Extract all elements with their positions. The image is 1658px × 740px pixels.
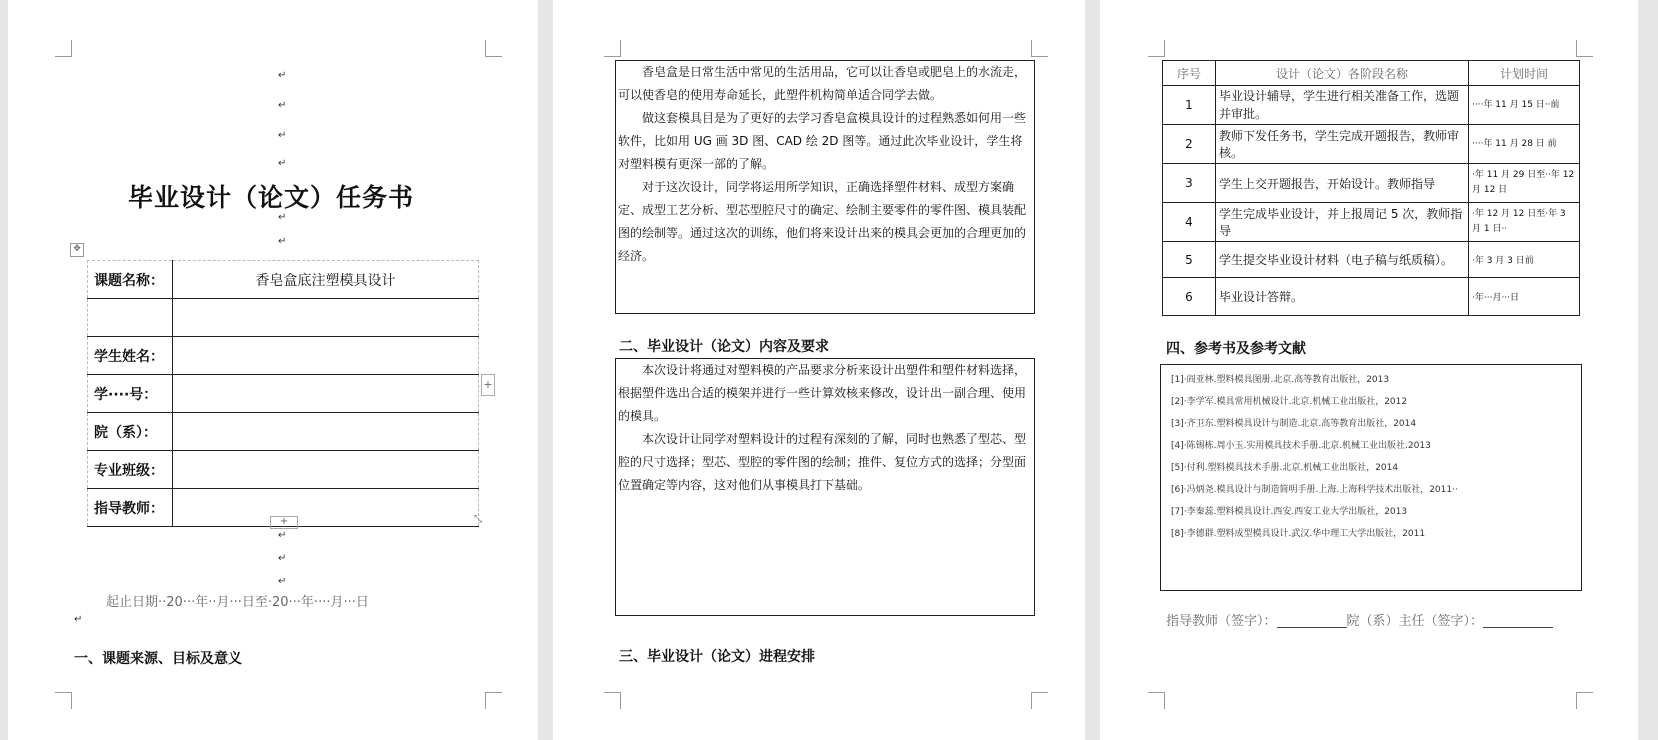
- cell-stage: 学生提交毕业设计材料（电子稿与纸质稿）。: [1216, 242, 1469, 278]
- crop-mark: [1576, 692, 1593, 709]
- row-label: [88, 299, 173, 337]
- document-page-1: [8, 0, 538, 740]
- paragraph-mark: ↵: [278, 158, 287, 169]
- cell-time: ·年 12 月 12 日至·年 3 月 1 日··: [1469, 203, 1580, 242]
- student-info-table: [87, 260, 479, 527]
- paragraph-mark: ↵: [278, 212, 287, 223]
- crop-mark: [1148, 692, 1165, 709]
- reference-item: [1]·阎亚林.塑料模具图册.北京.高等教育出版社，2013: [1171, 375, 1390, 385]
- row-value[interactable]: [173, 375, 479, 413]
- crop-mark: [485, 40, 502, 57]
- dean-signature-label: 院（系）主任（签字）：: [1346, 614, 1484, 629]
- cell-time: ····年 11 月 15 日··前: [1469, 86, 1580, 125]
- row-value[interactable]: 香皂盒底注塑模具设计: [173, 261, 479, 299]
- paragraph-mark: ↵: [278, 576, 287, 587]
- header-cell: 设计（论文）各阶段名称: [1216, 61, 1469, 86]
- table-header-row: [1163, 61, 1580, 86]
- crop-mark: [1031, 692, 1048, 709]
- table-row: [88, 337, 479, 375]
- table-move-handle-icon[interactable]: ✥: [70, 243, 84, 257]
- cell-time: ····年 11 月 28 日 前: [1469, 125, 1580, 164]
- crop-mark: [1576, 40, 1593, 57]
- cell-no: 1: [1163, 86, 1216, 125]
- paragraph-mark: ↵: [278, 236, 287, 247]
- paragraph: 本次设计将通过对塑料模的产品要求分析来设计出塑件和塑件材料选择，根据塑件选出合适的模架并进行一些计算效核来修改，设计出一副合理、使用的模具。: [618, 363, 1027, 423]
- crop-mark: [1148, 40, 1165, 57]
- cell-no: 3: [1163, 164, 1216, 203]
- reference-item: [7]·李秦蕊.塑料模具设计.西安.西安工业大学出版社，2013: [1171, 507, 1408, 517]
- purpose-text-box: [615, 60, 1035, 314]
- reference-item: [3]·齐卫东.塑料模具设计与制造.北京.高等教育出版社，2014: [1171, 419, 1417, 429]
- cell-no: 5: [1163, 242, 1216, 278]
- table-row: [88, 375, 479, 413]
- dean-signature-field[interactable]: [1483, 615, 1553, 628]
- reference-item: [6]·冯炳尧.模具设计与制造简明手册.上海.上海科学技术出版社，2011··: [1171, 485, 1458, 495]
- table-row: [1163, 242, 1580, 278]
- teacher-signature-field[interactable]: [1277, 615, 1347, 628]
- section-heading-2: 二、毕业设计（论文）内容及要求: [619, 339, 829, 355]
- cell-stage: 毕业设计辅导，学生进行相关准备工作，选题并审批。: [1216, 86, 1469, 125]
- cell-time: ·年 11 月 29 日至··年 12 月 12 日: [1469, 164, 1580, 203]
- reference-item: [2]·李学军.模具常用机械设计.北京.机械工业出版社，2012: [1171, 397, 1408, 407]
- crop-mark: [604, 40, 621, 57]
- crop-mark: [485, 692, 502, 709]
- crop-mark: [55, 40, 72, 57]
- table-row: [1163, 125, 1580, 164]
- cell-stage: 毕业设计答辩。: [1216, 278, 1469, 316]
- table-row: [1163, 203, 1580, 242]
- row-value[interactable]: [173, 299, 479, 337]
- date-range-line: 起止日期··20···年··月···日至·20···年····月···日: [106, 595, 369, 610]
- document-page-3: [1100, 0, 1638, 740]
- row-label: 指导教师：: [88, 489, 173, 527]
- cell-stage: 学生上交开题报告，开始设计。教师指导: [1216, 164, 1469, 203]
- table-row: [88, 413, 479, 451]
- cell-no: 4: [1163, 203, 1216, 242]
- row-value[interactable]: [173, 413, 479, 451]
- table-resize-icon[interactable]: ⤡: [474, 514, 482, 525]
- row-value[interactable]: [173, 451, 479, 489]
- section-heading-3: 三、毕业设计（论文）进程安排: [619, 649, 815, 665]
- cell-stage: 教师下发任务书，学生完成开题报告，教师审核。: [1216, 125, 1469, 164]
- row-label: 院（系）：: [88, 413, 173, 451]
- table-row: [88, 451, 479, 489]
- section-heading-4: 四、参考书及参考文献: [1166, 341, 1306, 357]
- table-row: [88, 261, 479, 299]
- crop-mark: [1031, 40, 1048, 57]
- row-label: 学····号：: [88, 375, 173, 413]
- paragraph: 做这套模具目是为了更好的去学习香皂盒模具设计的过程熟悉如何用一些软件，比如用 UG 画 3D 图、CAD 绘 2D 图等。通过此次毕业设计，学生将对塑料模有更深一部的了解。: [618, 111, 1027, 171]
- header-cell: 序号: [1163, 61, 1216, 86]
- cell-no: 6: [1163, 278, 1216, 316]
- document-page-2: [553, 0, 1085, 740]
- paragraph-mark: ↵: [278, 130, 287, 141]
- crop-mark: [604, 692, 621, 709]
- cell-no: 2: [1163, 125, 1216, 164]
- cell-time: ·年 3 月 3 日前: [1469, 242, 1580, 278]
- paragraph: 香皂盒是日常生活中常见的生活用品，它可以让香皂或肥皂上的水流走，可以使香皂的使用寿命延长，此塑件机构简单适合同学去做。: [618, 65, 1027, 102]
- row-value[interactable]: [173, 337, 479, 375]
- paragraph-mark: ↵: [278, 530, 287, 541]
- section-heading-1: 一、课题来源、目标及意义: [74, 651, 242, 667]
- reference-item: [4]·陈锡栋.周小玉.实用模具技术手册.北京.机械工业出版社.2013: [1171, 441, 1431, 451]
- row-label: 课题名称：: [88, 261, 173, 299]
- cell-stage: 学生完成毕业设计，并上报周记 5 次，教师指导: [1216, 203, 1469, 242]
- schedule-table: [1162, 60, 1580, 316]
- content-requirements-text-box: [615, 358, 1035, 616]
- paragraph: 本次设计让同学对塑料设计的过程有深刻的了解，同时也熟悉了型芯、型腔的尺寸选择；型芯、型腔的零件图的绘制；推件、复位方式的选择；分型面位置确定等内容，这对他们从事模具打下基础。: [618, 432, 1027, 492]
- table-row: [1163, 86, 1580, 125]
- paragraph-mark: ↵: [278, 70, 287, 81]
- references-box: [1160, 364, 1582, 591]
- paragraph: 对于这次设计，同学将运用所学知识，正确选择塑件材料、成型方案确定、成型工艺分析、型芯型腔尺寸的确定、绘制主要零件的零件图、模具装配图的绘制等。通过这次的训练，他们将来设计出来的模具会更加的合理更加的经济。: [618, 180, 1027, 263]
- cell-time: ·年···月···日: [1469, 278, 1580, 316]
- table-row: [1163, 164, 1580, 203]
- paragraph-mark: ↵: [278, 553, 287, 564]
- document-title: 毕业设计（论文）任务书: [128, 183, 415, 212]
- add-column-icon[interactable]: +: [481, 374, 495, 396]
- teacher-signature-label: 指导教师（签字）：: [1166, 614, 1277, 629]
- reference-item: [8]·李德群.塑料成型模具设计.武汉.华中理工大学出版社，2011: [1171, 529, 1426, 539]
- reference-item: [5]·付利.塑料模具技术手册.北京.机械工业出版社，2014: [1171, 463, 1399, 473]
- table-row: [1163, 278, 1580, 316]
- row-label: 学生姓名：: [88, 337, 173, 375]
- signature-line: [1166, 610, 1553, 629]
- row-value[interactable]: [173, 489, 479, 527]
- add-row-icon[interactable]: +: [270, 516, 298, 529]
- table-row: [88, 299, 479, 337]
- row-label: 专业班级：: [88, 451, 173, 489]
- crop-mark: [55, 692, 72, 709]
- header-cell: 计划时间: [1469, 61, 1580, 86]
- paragraph-mark: ↵: [278, 100, 287, 111]
- paragraph-mark: ↵: [74, 614, 83, 625]
